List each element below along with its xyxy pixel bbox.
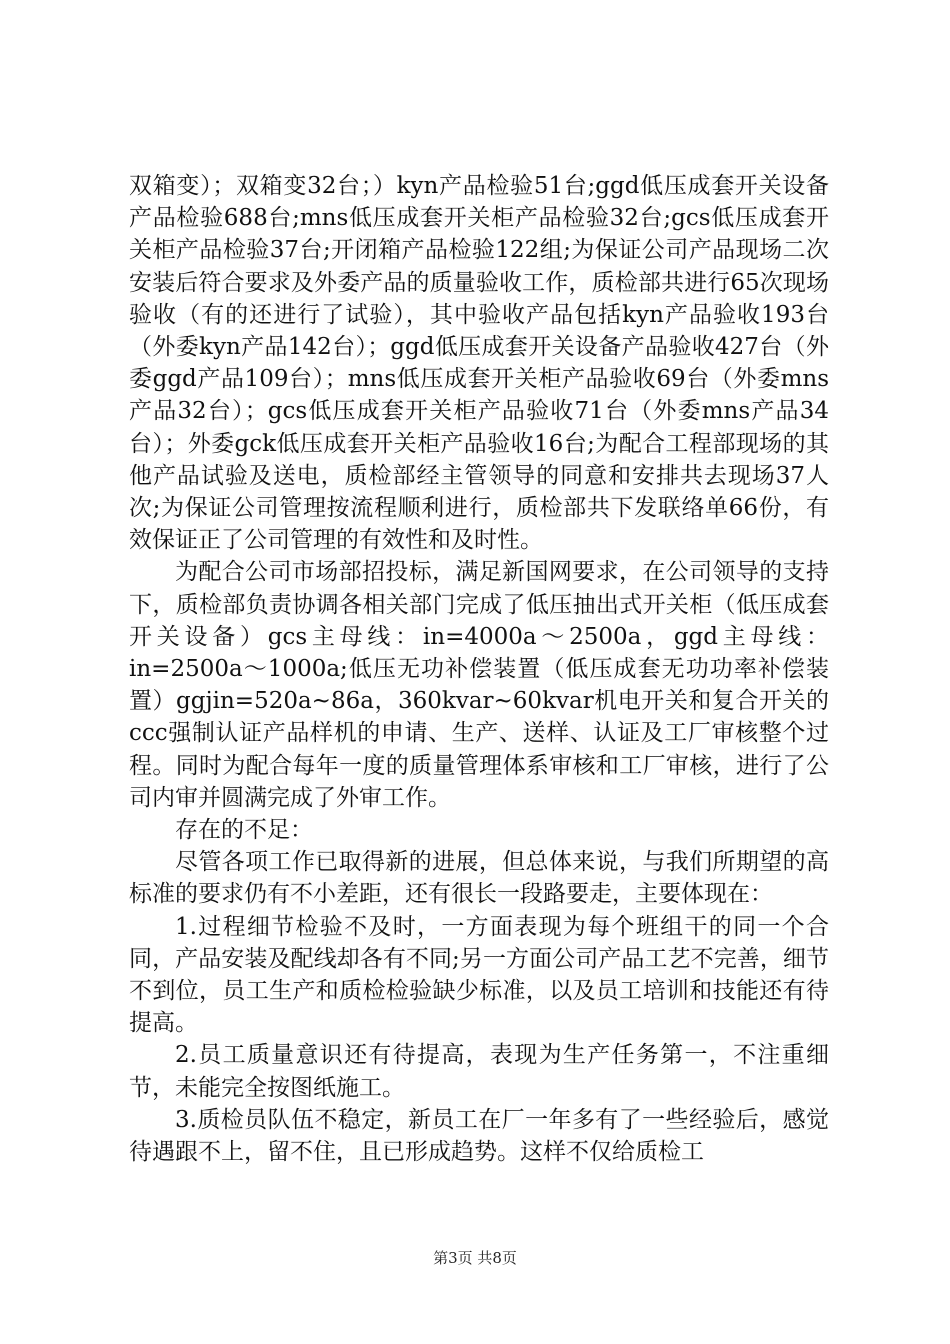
page-number-footer: 第3页 共8页 <box>433 1249 517 1267</box>
list-item-shortcoming-3: 3.质检员队伍不稳定，新员工在厂一年多有了一些经验后，感觉待遇跟不上，留不住，且已形成趋势。这样不仅给质检工 <box>129 1106 829 1166</box>
document-body <box>129 170 829 1168</box>
section-heading-shortcomings: 存在的不足： <box>175 817 313 844</box>
paragraph-certification-work: 为配合公司市场部招投标，满足新国网要求，在公司领导的支持下，质检部负责协调各相关部门完成了低压抽出式开关柜（低压成套开关设备）gcs主母线：in=4000a～2500a，ggd主母线：in=2500a～1000a;低压无功补偿装置（低压成套无功功率补偿装置）ggjin=520a~86a，360kvar~60kvar机电开关和复合开关的ccc强制认证产品样机的申请、生产、送样、认证及工厂审核整个过程。同时为配合每年一度的质量管理体系审核和工厂审核，进行了公司内审并圆满完成了外审工作。 <box>129 559 829 811</box>
paragraph-shortcomings-intro: 尽管各项工作已取得新的进展，但总体来说，与我们所期望的高标准的要求仍有不小差距，还有很长一段路要走，主要体现在： <box>129 849 829 908</box>
list-item-shortcoming-1: 1.过程细节检验不及时，一方面表现为每个班组干的同一个合同，产品安装及配线却各有不同;另一方面公司产品工艺不完善，细节不到位，员工生产和质检检验缺少标准，以及员工培训和技能还有待提高。 <box>129 913 829 1037</box>
list-item-shortcoming-2: 2.员工质量意识还有待提高，表现为生产任务第一，不注重细节，未能完全按图纸施工。 <box>129 1042 829 1101</box>
paragraph-inspection-summary: 双箱变）；双箱变32台；）kyn产品检验51台;ggd低压成套开关设备产品检验688台;mns低压成套开关柜产品检验32台;gcs低压成套开关柜产品检验37台;开闭箱产品检验122组;为保证公司产品现场二次安装后符合要求及外委产品的质量验收工作，质检部共进行65次现场验收（有的还进行了试验），其中验收产品包括kyn产品验收193台（外委kyn产品142台）；ggd低压成套开关设备产品验收427台（外委ggd产品109台）；mns低压成套开关柜产品验收69台（外委mns产品32台）；gcs低压成套开关柜产品验收71台（外委mns产品34台）；外委gck低压成套开关柜产品验收16台;为配合工程部现场的其他产品试验及送电，质检部经主管领导的同意和安排共去现场37人次;为保证公司管理按流程顺利进行，质检部共下发联络单66份，有效保证正了公司管理的有效性和及时性。 <box>129 173 830 554</box>
